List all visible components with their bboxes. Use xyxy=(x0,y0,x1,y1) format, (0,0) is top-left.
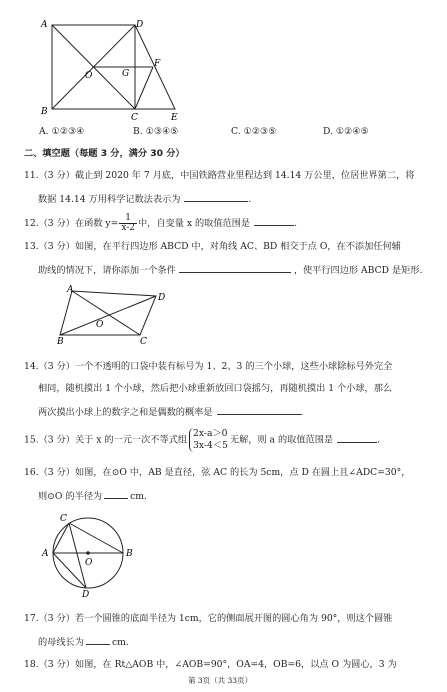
fig1-label-o: O xyxy=(85,71,93,81)
q16-line1: 16.（3 分）如图，在⊙O 中，AB 是直径，弦 AC 的长为 5cm，点 D 在圆上且∠ADC=30°， xyxy=(24,467,411,478)
q13-line2 xyxy=(38,263,422,277)
q12-prefix: 12.（3 分）在函数 y= xyxy=(24,218,119,229)
fig3-label-o: O xyxy=(85,558,93,568)
fig2-label-b: B xyxy=(57,337,64,347)
q12-denominator: x-2 xyxy=(121,223,135,233)
q14-line1: 14.（3 分）一个不透明的口袋中装有标号为 1、2、3 的三个小球，这些小球除标号外完全 xyxy=(24,361,393,372)
q17-line2 xyxy=(38,635,129,649)
q12-line: 12.（3 分）在函数 y= $\frac{1}{x-2}$ 中，自变量 x 的取值范围是 . xyxy=(24,213,298,233)
q16-line2 xyxy=(38,489,147,503)
fig3-label-d: D xyxy=(82,590,90,600)
q14-text: 两次摸出小球上的数字之和是偶数的概率是 xyxy=(38,407,213,418)
q17-line1: 17.（3 分）若一个圆锥的底面半径为 1cm，它的侧面展开图的圆心角为 90°，则这个圆锥 xyxy=(24,613,393,624)
fig3-label-c: C xyxy=(60,514,67,524)
fig1-label-b: B xyxy=(41,107,48,117)
fig1-label-g: G xyxy=(122,69,130,79)
q14-line3: 两次摸出小球上的数字之和是偶数的概率是 . xyxy=(38,407,304,418)
fig1-label-a: A xyxy=(41,20,48,30)
q14-answer-blank[interactable] xyxy=(217,405,301,415)
q15-ineq1: 2x-a＞0 xyxy=(193,428,228,439)
section-title: 二、填空题（每题 3 分，满分 30 分） xyxy=(24,148,185,159)
q11-answer-blank[interactable] xyxy=(184,192,248,202)
q12-answer-blank[interactable] xyxy=(254,216,294,226)
fig1-label-e: E xyxy=(171,113,178,123)
fig1-label-d: D xyxy=(136,20,144,30)
q14-line2: 相同，随机摸出 1 个小球，然后把小球重新放回口袋摇匀，再随机摸出 1 个小球，那么 xyxy=(38,383,393,394)
q15-suffix: 无解，则 a 的取值范围是 xyxy=(229,434,334,446)
q17-answer-blank[interactable] xyxy=(86,635,110,645)
fig2-label-a: A xyxy=(67,285,74,295)
q15-inequality-system xyxy=(189,428,228,452)
q12-suffix: 中，自变量 x 的取值范围是 xyxy=(138,218,251,229)
fig2-label-d: D xyxy=(158,293,166,303)
q15-answer-blank[interactable] xyxy=(337,433,377,443)
q17-text-a: 的母线长为 xyxy=(38,637,84,648)
q13-answer-blank[interactable] xyxy=(179,263,291,273)
q12-numerator: 1 xyxy=(119,214,137,224)
fig3-label-b: B xyxy=(126,549,133,559)
option-d: D. ①②④⑤ xyxy=(323,126,369,137)
q11-text: 数据 14.14 万用科学记数法表示为 xyxy=(38,194,181,205)
option-a: A. ①②③④ xyxy=(39,126,85,137)
figure-parallelogram xyxy=(58,284,174,346)
q11-line2: 数据 14.14 万用科学记数法表示为 . xyxy=(38,194,252,205)
q18-line1: 18.（3 分）如图，在 Rt△AOB 中，∠AOB=90°，OA=4，OB=6，以点 O 为圆心，3 为 xyxy=(24,659,397,670)
fig3-label-a: A xyxy=(42,549,49,559)
q17-text-b: cm. xyxy=(111,637,129,648)
q15-ineq2: 3x-4＜5 xyxy=(193,440,228,451)
q16-text-b: cm. xyxy=(130,491,147,502)
q13-text-a: 助线的情况下，请你添加一个条件 xyxy=(38,265,176,276)
q13-text-b: ，使平行四边形 ABCD 是矩形. xyxy=(293,265,423,276)
q16-answer-blank[interactable] xyxy=(104,489,128,499)
fig2-label-c: C xyxy=(140,337,147,347)
q15-prefix: 15.（3 分）关于 x 的一元一次不等式组 xyxy=(24,434,188,446)
option-c: C. ①②③⑤ xyxy=(231,126,277,137)
q15-line: 15.（3 分）关于 x 的一元一次不等式组 2x-a＞0 3x-4＜5 无解，则 a 的取值范围是 . xyxy=(24,428,381,451)
figure-rectangle-parallelogram xyxy=(38,18,188,123)
q12-fraction xyxy=(119,214,137,233)
fig1-label-f: F xyxy=(154,59,161,69)
q16-text-a: 则⊙O 的半径为 xyxy=(38,491,103,502)
figure-circle xyxy=(36,510,136,598)
option-b: B. ①③④⑤ xyxy=(133,126,179,137)
fig2-label-o: O xyxy=(96,320,104,330)
q11-line1: 11.（3 分）截止到 2020 年 7 月底，中国铁路营业里程达到 14.14 万公里，位居世界第二，将 xyxy=(24,170,415,181)
fig1-label-c: C xyxy=(131,113,138,123)
q13-line1: 13.（3 分）如图，在平行四边形 ABCD 中，对角线 AC、BD 相交于点 O，在不添加任何辅 xyxy=(24,241,401,252)
page-footer: 第 3页（共 33页） xyxy=(188,676,253,685)
